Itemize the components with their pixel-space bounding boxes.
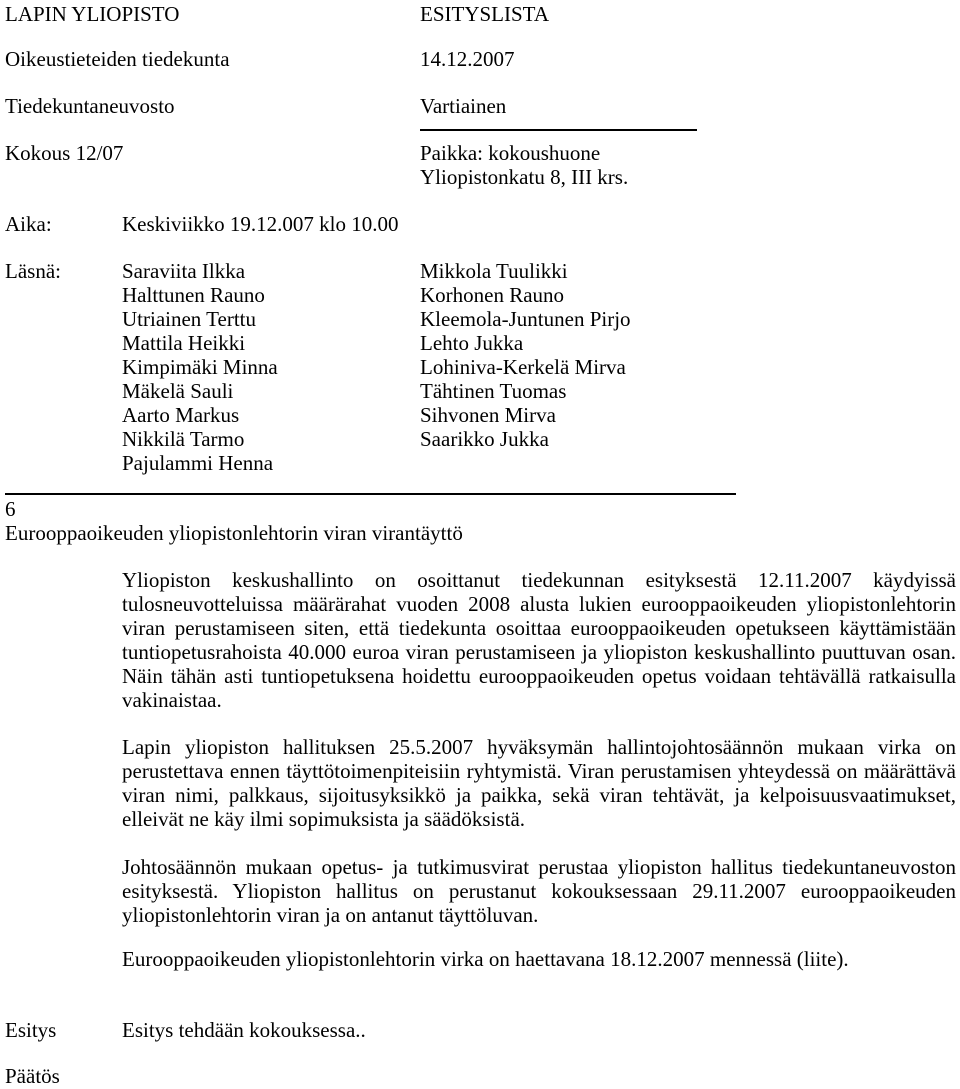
attendee: Lehto Jukka [420, 331, 524, 355]
item-divider [5, 493, 736, 495]
attendee: Saarikko Jukka [420, 427, 549, 451]
attendee: Halttunen Rauno [122, 283, 265, 307]
attendee: Utriainen Terttu [122, 307, 257, 331]
board-name: Tiedekuntaneuvosto [5, 94, 175, 118]
attendee: Mikkola Tuulikki [420, 259, 568, 283]
proposal-text: Esitys tehdään kokouksessa.. [122, 1018, 366, 1042]
meeting-number: Kokous 12/07 [5, 141, 124, 165]
meeting-place-line1: Paikka: kokoushuone [420, 141, 601, 165]
attendance-column-1 [122, 259, 278, 475]
attendee: Pajulammi Henna [122, 451, 274, 475]
attendee: Saraviita Ilkka [122, 259, 246, 283]
item-number: 6 [5, 497, 16, 521]
location-name: Vartiainen [420, 94, 507, 118]
attendee: Tähtinen Tuomas [420, 379, 567, 403]
attendee: Sihvonen Mirva [420, 403, 556, 427]
attendee: Mäkelä Sauli [122, 379, 234, 403]
time-value: Keskiviikko 19.12.007 klo 10.00 [122, 212, 399, 236]
document-type: ESITYSLISTA [420, 2, 549, 26]
university-name: LAPIN YLIOPISTO [5, 2, 180, 26]
paragraph: Eurooppaoikeuden yliopistonlehtorin virka on haettavana 18.12.2007 mennessä (liite). [122, 947, 849, 971]
time-label: Aika: [5, 212, 52, 236]
header-rule [420, 129, 697, 131]
attendance-label: Läsnä: [5, 259, 61, 283]
attendee: Kleemola-Juntunen Pirjo [420, 307, 631, 331]
faculty-name: Oikeustieteiden tiedekunta [5, 47, 230, 71]
meeting-place-line2: Yliopistonkatu 8, III krs. [420, 165, 629, 189]
meeting-date: 14.12.2007 [420, 47, 515, 71]
attendee: Mattila Heikki [122, 331, 246, 355]
item-title: Eurooppaoikeuden yliopistonlehtorin viran virantäyttö [5, 521, 463, 545]
proposal-label: Esitys [5, 1018, 57, 1042]
attendee: Kimpimäki Minna [122, 355, 278, 379]
paragraph: Johtosäännön mukaan opetus- ja tutkimusvirat perustaa yliopiston hallitus tiedekuntaneuvoston esityksestä. Yliopiston hallitus on perustanut kokouksessaan 29.11.2007 eurooppaoikeuden yliopistonlehtorin viran ja on antanut täyttöluvan. [122, 855, 956, 927]
attendee: Lohiniva-Kerkelä Mirva [420, 355, 626, 379]
attendee: Aarto Markus [122, 403, 240, 427]
paragraph: Yliopiston keskushallinto on osoittanut tiedekunnan esityksestä 12.11.2007 käydyissä tulosneuvotteluissa määrärahat vuoden 2008 alusta lukien eurooppaoikeuden yliopistonlehtorin viran perustamiseen siten, että tiedekunta osoittaa eurooppaoikeuden opetukseen käyttämistään tuntiopetusrahoista 40.000 euroa viran perustamiseen ja yliopiston keskushallinto puuttuvan osan. Näin tähän asti tuntiopetuksena hoidettu eurooppaoikeuden opetus voidaan tehtävällä ratkaisulla vakinaistaa. [122, 568, 956, 712]
attendance-column-2 [420, 259, 631, 451]
attendee: Korhonen Rauno [420, 283, 565, 307]
paragraph: Lapin yliopiston hallituksen 25.5.2007 hyväksymän hallintojohtosäännön mukaan virka on perustettava ennen täyttötoimenpiteisiin ryhtymistä. Viran perustamisen yhteydessä on määrättävä viran nimi, palkkaus, sijoitusyksikkö ja paikka, sekä viran tehtävät, ja kelpoisuusvaatimukset, elleivät ne käy ilmi sopimuksista ja säädöksistä. [122, 735, 956, 831]
decision-label: Päätös [5, 1064, 60, 1088]
attendee: Nikkilä Tarmo [122, 427, 245, 451]
